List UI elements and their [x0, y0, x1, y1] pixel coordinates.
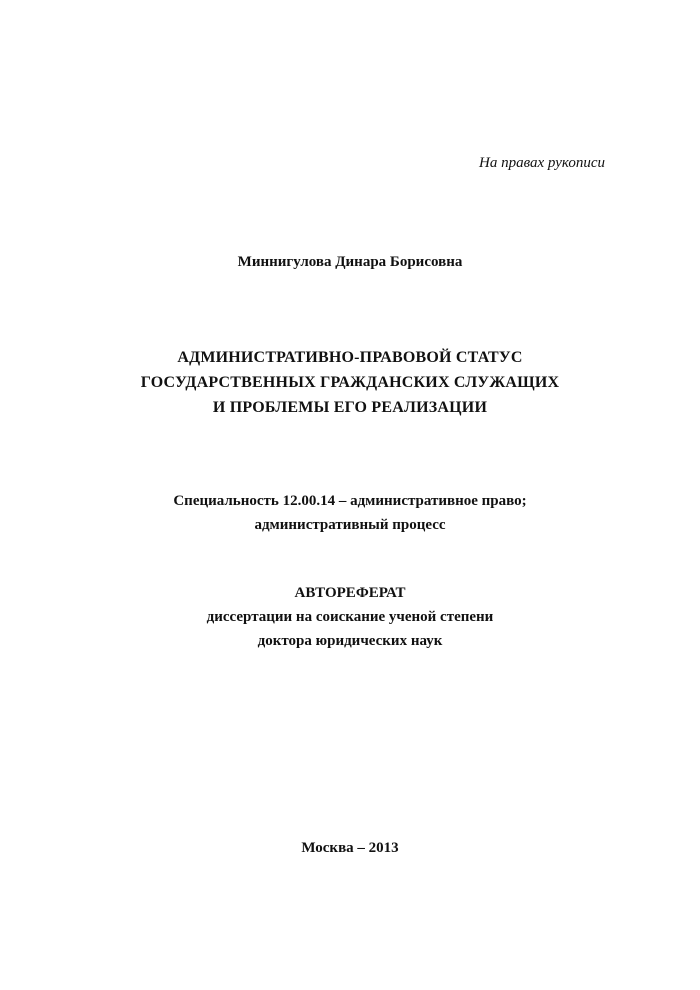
- title-line: И ПРОБЛЕМЫ ЕГО РЕАЛИЗАЦИИ: [212, 399, 488, 416]
- abstract-line: доктора юридических наук: [257, 633, 443, 649]
- title-line: АДМИНИСТРАТИВНО-ПРАВОВОЙ СТАТУС: [177, 349, 523, 366]
- abstract-heading: АВТОРЕФЕРАТ: [294, 585, 406, 601]
- rights-note: На правах рукописи: [479, 155, 605, 171]
- specialty-line: Специальность 12.00.14 – административное право;: [173, 493, 527, 509]
- abstract-line: диссертации на соискание ученой степени: [206, 609, 494, 625]
- abstract-designation: [0, 581, 700, 653]
- author-name: Миннигулова Динара Борисовна: [237, 254, 463, 270]
- specialty: [0, 489, 700, 537]
- title-line: ГОСУДАРСТВЕННЫХ ГРАЖДАНСКИХ СЛУЖАЩИХ: [140, 374, 560, 391]
- dissertation-title: [0, 345, 700, 420]
- place-and-year: Москва – 2013: [301, 840, 399, 856]
- specialty-line: административный процесс: [254, 517, 446, 533]
